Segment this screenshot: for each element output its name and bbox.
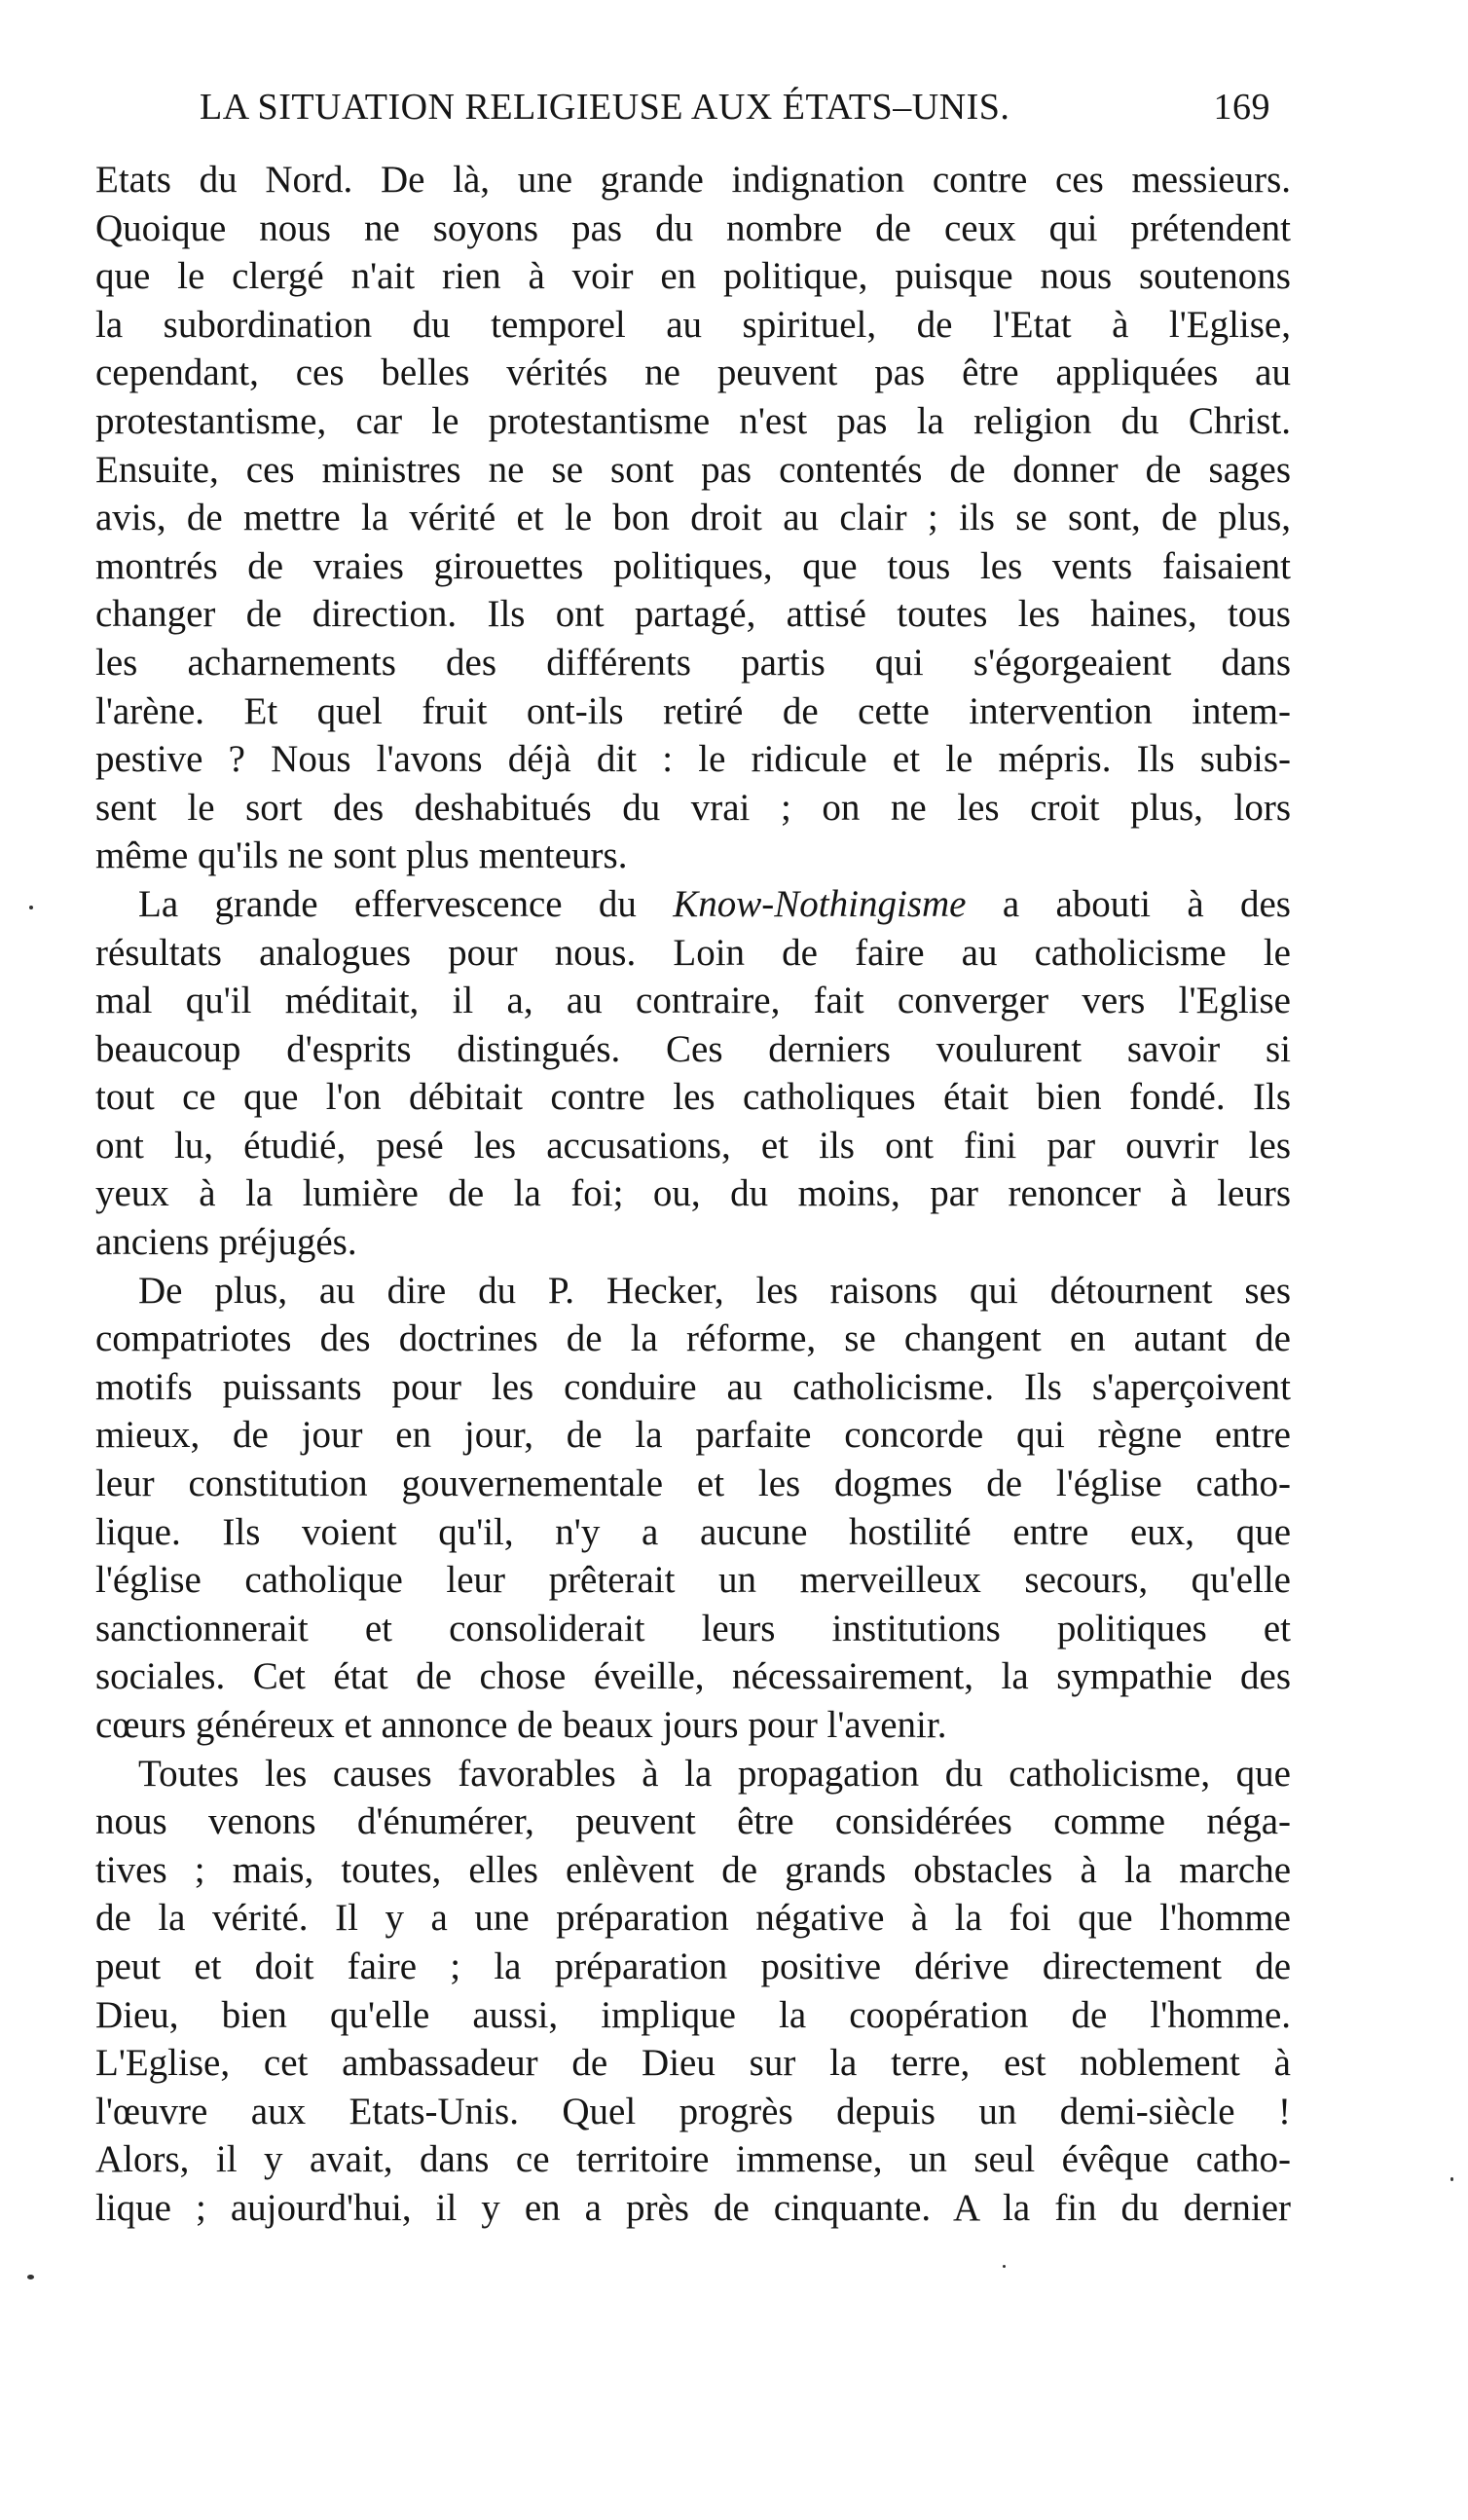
text-line: pestive ? Nous l'avons déjà dit : le ridicule et le mépris. Ils subis- [95, 738, 1291, 781]
text-line: même qu'ils ne sont plus menteurs. [95, 834, 628, 877]
text-line: avis, de mettre la vérité et le bon droit au clair ; ils se sont, de plus, [95, 497, 1291, 539]
text-line: sanctionnerait et consoliderait leurs institutions politiques et [95, 1607, 1291, 1649]
text-line: l'œuvre aux Etats-Unis. Quel progrès depuis un demi-siècle ! [95, 2090, 1291, 2132]
text-line: sent le sort des deshabitués du vrai ; on ne les croit plus, lors [95, 786, 1291, 829]
text-line: beaucoup d'esprits distingués. Ces derniers voulurent savoir si [95, 1027, 1291, 1070]
text-line: Quoique nous ne soyons pas du nombre de ceux qui prétendent [95, 206, 1291, 249]
page-number: 169 [1213, 87, 1270, 128]
text-line: yeux à la lumière de la foi; ou, du moins, par renoncer à leurs [95, 1172, 1291, 1215]
text-line: l'église catholique leur prêterait un merveilleux secours, qu'elle [95, 1559, 1291, 1602]
text-line: peut et doit faire ; la préparation positive dérive directement de [95, 1945, 1291, 1987]
italic-term: Know-Nothingisme [673, 882, 967, 925]
running-title: LA SITUATION RELIGIEUSE AUX ÉTATS–UNIS. [200, 87, 1010, 128]
text-line: Dieu, bien qu'elle aussi, implique la coopération de l'homme. [95, 1993, 1291, 2036]
text-line: les acharnements des différents partis qui s'égorgeaient dans [95, 641, 1291, 684]
text-line: Etats du Nord. De là, une grande indignation contre ces messieurs. [95, 159, 1291, 201]
text-line: Toutes les causes favorables à la propagation du catholicisme, que [138, 1752, 1291, 1795]
text-line: protestantisme, car le protestantisme n'est pas la religion du Christ. [95, 399, 1291, 442]
text-line: lique. Ils voient qu'il, n'y a aucune hostilité entre eux, que [95, 1510, 1291, 1553]
text-line: mieux, de jour en jour, de la parfaite concorde qui règne entre [95, 1414, 1291, 1457]
print-speck [27, 2275, 34, 2279]
text-line: l'arène. Et quel fruit ont-ils retiré de cette intervention intem- [95, 689, 1291, 732]
text-line: cœurs généreux et annonce de beaux jours pour l'avenir. [95, 1704, 947, 1746]
paragraph-opening-line [95, 880, 1291, 929]
text-line: L'Eglise, cet ambassadeur de Dieu sur la terre, est noblement à [95, 2042, 1291, 2085]
text-line: compatriotes des doctrines de la réforme, se changent en autant de [95, 1317, 1291, 1360]
text-line: leur constitution gouvernementale et les dogmes de l'église catho- [95, 1463, 1291, 1505]
print-speck [1003, 2265, 1006, 2268]
text-line: de la vérité. Il y a une préparation négative à la foi que l'homme [95, 1897, 1291, 1940]
text-line: résultats analogues pour nous. Loin de faire au catholicisme le [95, 931, 1291, 974]
text-line: lique ; aujourd'hui, il y en a près de cinquante. A la fin du dernier [95, 2186, 1291, 2229]
text-line: que le clergé n'ait rien à voir en politique, puisque nous soutenons [95, 255, 1291, 298]
text-line: sociales. Cet état de chose éveille, nécessairement, la sympathie des [95, 1655, 1291, 1698]
text-line: ont lu, étudié, pesé les accusations, et ils ont fini par ouvrir les [95, 1124, 1291, 1167]
text-fragment: La grande effervescence du [138, 882, 637, 925]
running-head [200, 86, 1270, 134]
text-line: mal qu'il méditait, il a, au contraire, fait converger vers l'Eglise [95, 980, 1291, 1022]
text-line: tout ce que l'on débitait contre les catholiques était bien fondé. Ils [95, 1076, 1291, 1119]
text-line: nous venons d'énumérer, peuvent être considérées comme néga- [95, 1800, 1291, 1843]
text-line: tives ; mais, toutes, elles enlèvent de grands obstacles à la marche [95, 1848, 1291, 1891]
body-text [95, 156, 1291, 2233]
text-line: De plus, au dire du P. Hecker, les raisons qui détournent ses [138, 1269, 1291, 1312]
text-line: changer de direction. Ils ont partagé, attisé toutes les haines, tous [95, 593, 1291, 636]
text-line: Alors, il y avait, dans ce territoire immense, un seul évêque catho- [95, 2138, 1291, 2181]
text-line: motifs puissants pour les conduire au catholicisme. Ils s'aperçoivent [95, 1365, 1291, 1408]
text-line: anciens préjugés. [95, 1221, 357, 1264]
text-line: montrés de vraies girouettes politiques, que tous les vents faisaient [95, 544, 1291, 587]
text-fragment: a abouti à des [1002, 882, 1291, 925]
text-line: Ensuite, ces ministres ne se sont pas contentés de donner de sages [95, 448, 1291, 491]
text-line: la subordination du temporel au spirituel, de l'Etat à l'Eglise, [95, 303, 1291, 346]
text-line: cependant, ces belles vérités ne peuvent pas être appliquées au [95, 352, 1291, 394]
print-speck [1450, 2177, 1453, 2181]
print-speck [29, 906, 33, 909]
